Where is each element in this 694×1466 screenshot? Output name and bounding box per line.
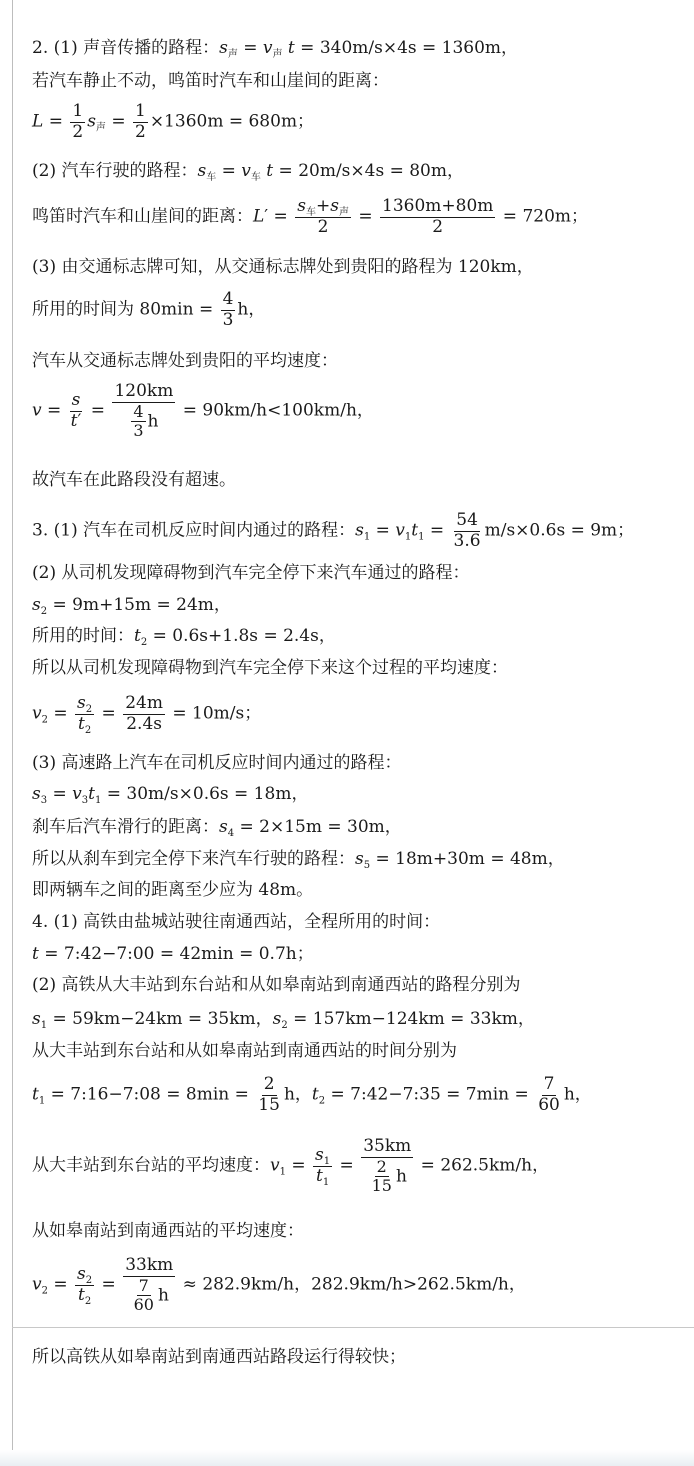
p3-line-7: (3) 高速路上汽车在司机反应时间内通过的路程： bbox=[32, 753, 402, 773]
page-bottom-edge bbox=[0, 1450, 694, 1466]
p3-line-10: 所以从刹车到完全停下来汽车行驶的路程：$s_5 = 18m+30m = 48m$， bbox=[32, 849, 565, 871]
p4-line-6: $t_1$ = 7:16−7:08 = 8min = $\frac{2}{15}$ h，$t_2$ = 7:42−7:35 = 7min = $\frac{7}{60}$ h， bbox=[32, 1074, 592, 1115]
p3-line-11: 即两辆车之间的距离至少应为 48m。 bbox=[32, 880, 314, 900]
p2-line-6: (3) 由交通标志牌可知，从交通标志牌处到贵阳的路程为 120km， bbox=[32, 257, 534, 277]
p2-line-1: 2. (1) 声音传播的路程：$s_声 = v_声$ t = 340m/s×4s = 1360m， bbox=[32, 38, 519, 60]
page-divider bbox=[12, 1327, 694, 1328]
p4-line-9: $v_2$ = $\frac{s_2}{t_2}$ = 33km $\frac{7}{60}$ h ≈ 282.9km/h，282.9km/h>262.5km/h， bbox=[32, 1255, 526, 1314]
p2-line-3: L = $\frac{1}{2}$ $s_声$ = $\frac{1}{2}$ ×1360m = 680m； bbox=[32, 101, 315, 142]
p3-line-6: $v_2$ = $\frac{s_2}{t_2}$ = $\frac{24m}{2.4s}$ = 10m/s； bbox=[32, 693, 262, 736]
p2-line-10: 故汽车在此路段没有超速。 bbox=[32, 470, 236, 490]
p4-line-2: t = 7:42−7:00 = 42min = 0.7h； bbox=[32, 944, 314, 964]
p4-line-8: 从如皋南站到南通西站的平均速度： bbox=[32, 1221, 304, 1241]
p4-line-5: 从大丰站到东台站和从如皋南站到南通西站的时间分别为 bbox=[32, 1041, 457, 1061]
p4-line-10: 所以高铁从如皋南站到南通西站路段运行得较快； bbox=[32, 1347, 406, 1367]
p3-line-2: (2) 从司机发现障碍物到汽车完全停下来汽车通过的路程： bbox=[32, 563, 470, 583]
p2-line-2: 若汽车静止不动，鸣笛时汽车和山崖间的距离： bbox=[32, 71, 389, 91]
p2-line-4: (2) 汽车行驶的路程：$s_车 = v_车$ t = 20m/s×4s = 80m， bbox=[32, 161, 464, 183]
p2-line-9: v = $\frac{s}{t'}$ = 120km $\frac{4}{3}$ h = 90km/h<100km/h， bbox=[32, 381, 374, 440]
p2-line-7: 所用的时间为 80min = $\frac{4}{3}$ h， bbox=[32, 289, 266, 330]
p3-line-4: 所用的时间：$t_2 = 0.6s+1.8s = 2.4s$， bbox=[32, 626, 336, 648]
p4-line-4: $s_1 = 59km-24km = 35km$，$s_2 = 157km-124km = 33km$， bbox=[32, 1009, 535, 1031]
p4-line-7: 从大丰站到东台站的平均速度：$v_1$ = $\frac{s_1}{t_1}$ = 35km $\frac{2}{15}$ h = 262.5km/h， bbox=[32, 1136, 550, 1195]
p2-line-8: 汽车从交通标志牌处到贵阳的平均速度： bbox=[32, 351, 338, 371]
p3-line-8: $s_3 = v_3t_1 = 30m/s\times 0.6s = 18m$， bbox=[32, 784, 309, 806]
p3-line-3: $s_2 = 9m+15m = 24m$， bbox=[32, 595, 231, 617]
binding-margin-line bbox=[12, 0, 13, 1466]
p3-line-9: 刹车后汽车滑行的距离：$s_4 = 2\times 15m = 30m$， bbox=[32, 817, 402, 839]
p3-line-1: 3. (1) 汽车在司机反应时间内通过的路程：$s_1 = v_1t_1$ = $\frac{54}{3.6}$ m/s×0.6s = 9m； bbox=[32, 510, 635, 551]
p4-line-3: (2) 高铁从大丰站到东台站和从如皋南站到南通西站的路程分别为 bbox=[32, 975, 521, 995]
p3-line-5: 所以从司机发现障碍物到汽车完全停下来这个过程的平均速度： bbox=[32, 658, 508, 678]
p4-line-1: 4. (1) 高铁由盐城站驶往南通西站，全程所用的时间： bbox=[32, 912, 441, 932]
p2-line-5: 鸣笛时汽车和山崖间的距离：L′ = $\frac{s_车+s_声}{2}$ = $\frac{1360m+80m}{2}$ = 720m； bbox=[32, 196, 589, 237]
